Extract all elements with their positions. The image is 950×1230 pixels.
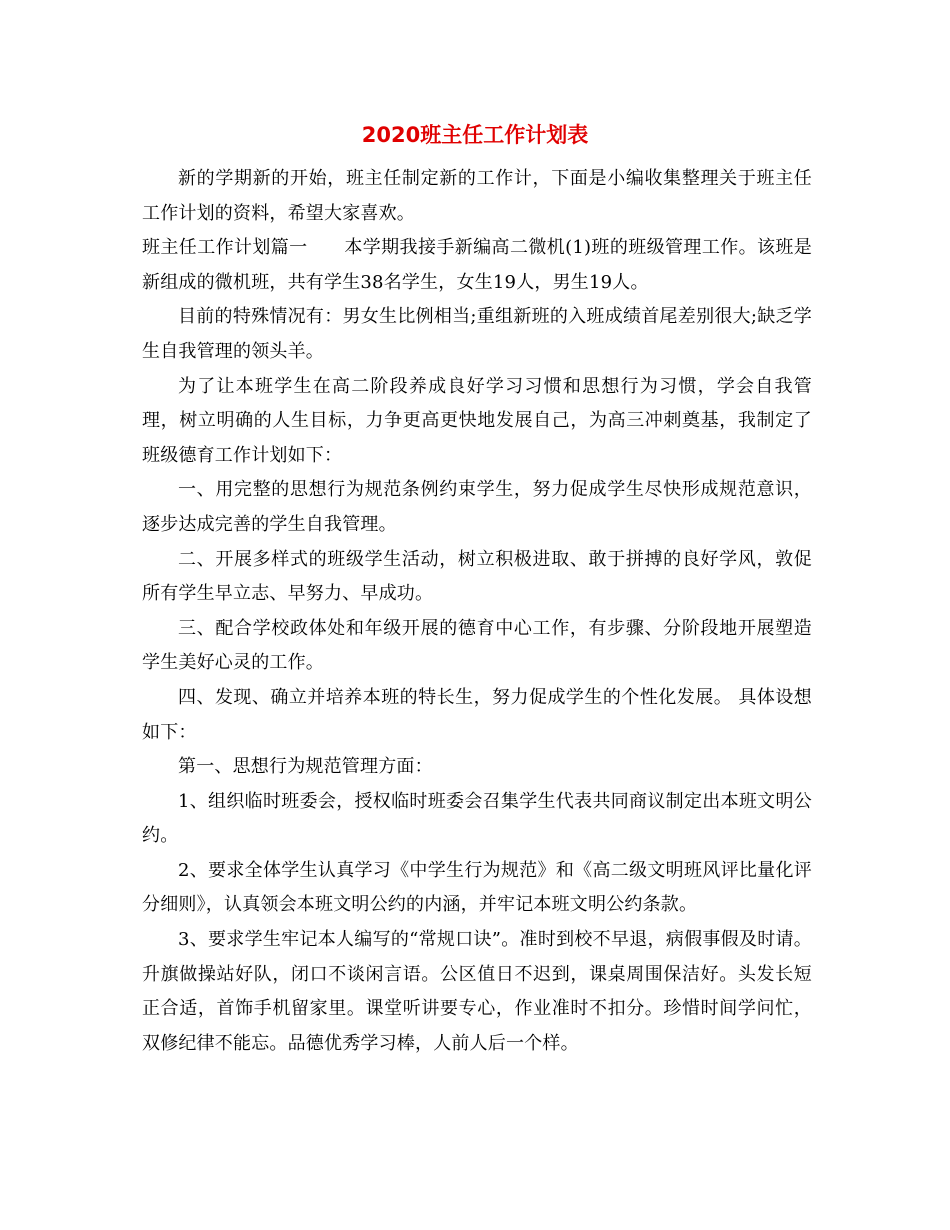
paragraph-intro: 新的学期新的开始，班主任制定新的工作计，下面是小编收集整理关于班主任工作计划的资料，希望大家喜欢。 (142, 168, 812, 224)
section-heading-conduct: 第一、思想行为规范管理方面： (178, 756, 433, 778)
paragraph-step-1: 1、组织临时班委会，授权临时班委会召集学生代表共同商议制定出本班文明公约。 (142, 790, 812, 847)
paragraph-step-3: 3、要求学生牢记本人编写的“常规口诀”。准时到校不早退，病假事假及时请。升旗做操站好队，闭口不谈闲言语。公区值日不迟到，课桌周围保洁好。头发长短正合适，首饰手机留家里。课堂听讲要专心，作业准时不扣分。珍惜时间学问忙，双修纪律不能忘。品德优秀学习棒，人前人后一个样。 (142, 929, 812, 1054)
paragraph-item-1: 一、用完整的思想行为规范条例约束学生，努力促成学生尽快形成规范意识，逐步达成完善的学生自我管理。 (142, 479, 812, 535)
paragraph-situation: 目前的特殊情况有：男女生比例相当;重组新班的入班成绩首尾差别很大;缺乏学生自我管理的领头羊。 (142, 306, 812, 362)
document-body (142, 162, 812, 1061)
paragraph-item-2: 二、开展多样式的班级学生活动，树立积极进取、敢于拼搏的良好学风，敦促所有学生早立志、早努力、早成功。 (142, 548, 812, 605)
paragraph-plan-one: 班主任工作计划篇一 本学期我接手新编高二微机(1)班的班级管理工作。该班是新组成的微机班，共有学生38名学生，女生19人，男生19人。 (142, 237, 812, 293)
paragraph-item-4: 四、发现、确立并培养本班的特长生，努力促成学生的个性化发展。 具体设想如下： (142, 686, 812, 743)
paragraph-item-3: 三、配合学校政体处和年级开展的德育中心工作，有步骤、分阶段地开展塑造学生美好心灵的工作。 (142, 617, 812, 674)
document-title: 2020班主任工作计划表 (361, 123, 589, 147)
paragraph-step-2: 2、要求全体学生认真学习《中学生行为规范》和《高二级文明班风评比量化评分细则》，认真领会本班文明公约的内涵，并牢记本班文明公约条款。 (142, 859, 812, 916)
paragraph-goals: 为了让本班学生在高二阶段养成良好学习习惯和思想行为习惯，学会自我管理，树立明确的人生目标，力争更高更快地发展自己，为高三冲刺奠基，我制定了班级德育工作计划如下： (142, 375, 812, 466)
